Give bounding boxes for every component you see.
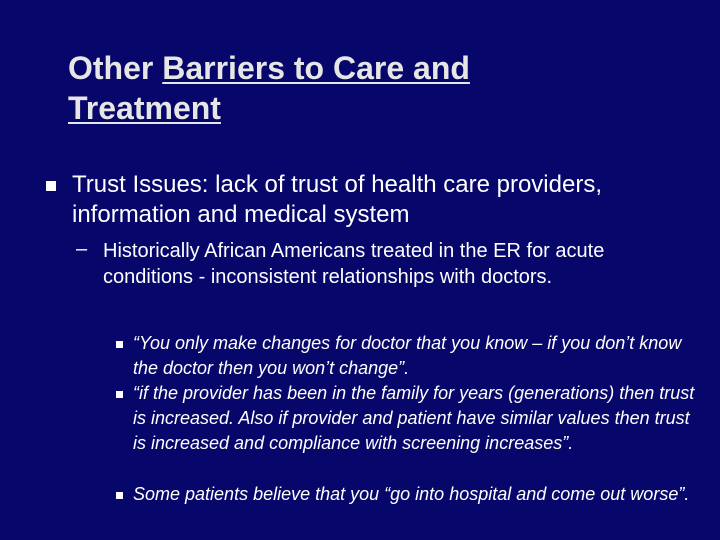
title-prefix: Other: [68, 50, 163, 86]
dash-bullet-icon: –: [76, 238, 88, 260]
title-underlined-line1: Barriers to Care and: [162, 50, 470, 86]
sub-bullet-historically: Historically African Americans treated in the ER for acute conditions - inconsistent relationships with doctors.: [103, 240, 605, 288]
square-bullet-icon: [116, 391, 123, 398]
quote-bullet-1: “You only make changes for doctor that you know – if you don’t know the doctor then you won’t change”.: [133, 333, 682, 378]
square-bullet-icon: [46, 181, 56, 191]
slide-title: [68, 48, 668, 128]
square-bullet-icon: [116, 341, 123, 348]
quote-bullet-3: Some patients believe that you “go into hospital and come out worse”.: [133, 484, 690, 504]
title-underlined-line2: Treatment: [68, 90, 221, 126]
bullet-trust-issues: Trust Issues: lack of trust of health care providers, information and medical system: [72, 171, 602, 228]
quote-bullet-2: “if the provider has been in the family for years (generations) then trust is increased. Also if provider and patient have similar values then trust is increased and compliance with screening increases”.: [133, 383, 695, 453]
square-bullet-icon: [116, 492, 123, 499]
